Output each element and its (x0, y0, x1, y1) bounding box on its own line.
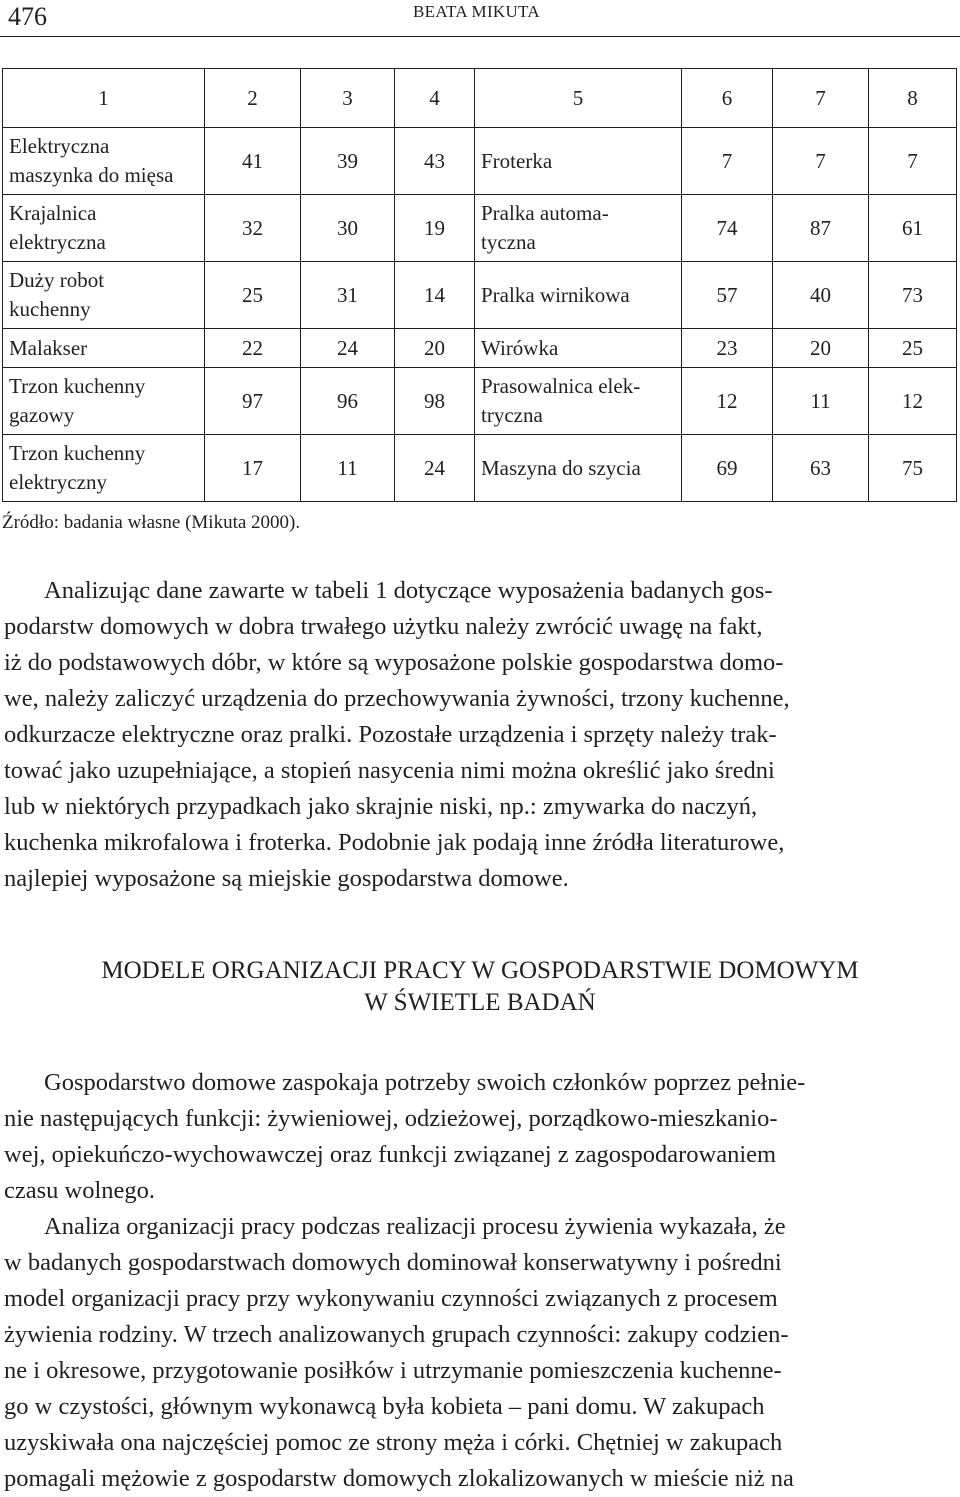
text-line: w badanych gospodarstwach domowych dominował konserwatywny i pośredni (4, 1249, 782, 1276)
value-cell: 31 (301, 262, 395, 329)
table-row (3, 128, 957, 195)
value-cell: 43 (395, 128, 475, 195)
value-cell: 23 (682, 329, 773, 368)
appliance-cell (3, 128, 205, 195)
text-line: uzyskiwała ona najczęściej pomoc ze strony męża i córki. Chętniej w zakupach (4, 1429, 783, 1456)
value-cell: 20 (773, 329, 869, 368)
heading-line: W ŚWIETLE BADAŃ (364, 989, 596, 1016)
text-line: odkurzacze elektryczne oraz pralki. Pozostałe urządzenia i sprzęty należy trak- (4, 721, 777, 748)
value-cell: 32 (205, 195, 301, 262)
cell-line: tryczna (481, 403, 543, 427)
table-row (3, 368, 957, 435)
value-cell: 61 (869, 195, 957, 262)
text-line: model organizacji pracy przy wykonywaniu czynności związanych z procesem (4, 1285, 778, 1312)
value-cell: 17 (205, 435, 301, 502)
value-cell: 74 (682, 195, 773, 262)
cell-line: elektryczny (9, 470, 107, 494)
value-cell: 11 (301, 435, 395, 502)
page-number: 476 (8, 2, 47, 31)
appliance-cell (3, 435, 205, 502)
value-cell: 12 (869, 368, 957, 435)
cell-line: Maszyna do szycia (481, 455, 641, 480)
appliance-cell (475, 368, 682, 435)
text-line: Gospodarstwo domowe zaspokaja potrzeby swoich członków poprzez pełnie- (44, 1069, 806, 1096)
cell-line: elektryczna (9, 230, 106, 254)
value-cell: 96 (301, 368, 395, 435)
appliance-cell (475, 435, 682, 502)
value-cell: 75 (869, 435, 957, 502)
appliance-cell (475, 195, 682, 262)
value-cell: 11 (773, 368, 869, 435)
page-header (0, 0, 960, 37)
value-cell: 39 (301, 128, 395, 195)
cell-line: Pralka automa- (481, 201, 609, 225)
text-line: Analiza organizacji pracy podczas realizacji procesu żywienia wykazała, że (44, 1213, 786, 1240)
text-line: pomagali mężowie z gospodarstw domowych zlokalizowanych w mieście niż na (4, 1465, 794, 1492)
text-line: we, należy zaliczyć urządzenia do przechowywania żywności, trzony kuchenne, (4, 685, 790, 712)
appliance-cell (475, 329, 682, 368)
appliance-cell (3, 262, 205, 329)
text-line: tować jako uzupełniające, a stopień nasycenia nimi można określić jako średni (4, 757, 775, 784)
paragraph-3 (4, 1209, 954, 1497)
value-cell: 57 (682, 262, 773, 329)
value-cell: 20 (395, 329, 475, 368)
cell-line: maszynka do mięsa (9, 163, 174, 187)
cell-line: tyczna (481, 230, 536, 254)
column-number: 7 (773, 69, 869, 128)
cell-line: Trzon kuchenny (9, 441, 146, 465)
cell-line: Froterka (481, 148, 553, 173)
source-note: Źródło: badania własne (Mikuta 2000). (2, 512, 301, 533)
paragraph-1 (4, 573, 954, 897)
column-number: 4 (395, 69, 475, 128)
cell-line: Prasowalnica elek- (481, 374, 641, 398)
appliance-cell (475, 128, 682, 195)
text-line: Analizując dane zawarte w tabeli 1 dotyczące wyposażenia badanych gos- (44, 577, 773, 604)
heading-line: MODELE ORGANIZACJI PRACY W GOSPODARSTWIE DOMOWYM (101, 957, 859, 984)
column-number: 5 (475, 69, 682, 128)
column-number: 8 (869, 69, 957, 128)
value-cell: 7 (869, 128, 957, 195)
paragraph-2 (4, 1065, 954, 1209)
cell-line: Elektryczna (9, 134, 110, 158)
appliance-cell (3, 195, 205, 262)
value-cell: 7 (682, 128, 773, 195)
value-cell: 63 (773, 435, 869, 502)
value-cell: 87 (773, 195, 869, 262)
value-cell: 24 (395, 435, 475, 502)
cell-line: kuchenny (9, 297, 91, 321)
value-cell: 14 (395, 262, 475, 329)
text-line: nie następujących funkcji: żywieniowej, odzieżowej, porządkowo-mieszkanio- (4, 1105, 778, 1132)
column-number: 1 (3, 69, 205, 128)
cell-line: gazowy (9, 403, 75, 427)
table-header-row (3, 69, 957, 128)
table-row (3, 435, 957, 502)
cell-line: Duży robot (9, 268, 105, 292)
value-cell: 12 (682, 368, 773, 435)
text-line: ne i okresowe, przygotowanie posiłków i utrzymanie pomieszczenia kuchenne- (4, 1357, 782, 1384)
text-line: żywienia rodziny. W trzech analizowanych grupach czynności: zakupy codzien- (4, 1321, 789, 1348)
value-cell: 98 (395, 368, 475, 435)
text-line: podarstw domowych w dobra trwałego użytku należy zwrócić uwagę na fakt, (4, 613, 763, 640)
value-cell: 41 (205, 128, 301, 195)
text-line: czasu wolnego. (4, 1177, 156, 1204)
data-table (2, 68, 957, 502)
appliance-cell (3, 368, 205, 435)
cell-line: Trzon kuchenny (9, 374, 146, 398)
value-cell: 7 (773, 128, 869, 195)
value-cell: 40 (773, 262, 869, 329)
value-cell: 25 (205, 262, 301, 329)
appliance-cell (475, 262, 682, 329)
table-row (3, 329, 957, 368)
text-line: wej, opiekuńczo-wychowawczej oraz funkcji związanej z zagospodarowaniem (4, 1141, 777, 1168)
cell-line: Krajalnica (9, 201, 97, 225)
table-row (3, 262, 957, 329)
section-heading (0, 955, 960, 1019)
running-head: BEATA MIKUTA (413, 2, 540, 21)
text-line: go w czystości, głównym wykonawcą była kobieta – pani domu. W zakupach (4, 1393, 765, 1420)
table-row (3, 195, 957, 262)
cell-line: Malakser (9, 335, 88, 360)
text-line: najlepiej wyposażone są miejskie gospodarstwa domowe. (4, 865, 569, 892)
value-cell: 73 (869, 262, 957, 329)
value-cell: 30 (301, 195, 395, 262)
cell-line: Wirówka (481, 335, 559, 360)
text-line: iż do podstawowych dóbr, w które są wyposażone polskie gospodarstwa domo- (4, 649, 784, 676)
cell-line: Pralka wirnikowa (481, 282, 630, 307)
value-cell: 97 (205, 368, 301, 435)
value-cell: 19 (395, 195, 475, 262)
value-cell: 24 (301, 329, 395, 368)
value-cell: 25 (869, 329, 957, 368)
value-cell: 69 (682, 435, 773, 502)
column-number: 6 (682, 69, 773, 128)
column-number: 3 (301, 69, 395, 128)
column-number: 2 (205, 69, 301, 128)
text-line: kuchenka mikrofalowa i froterka. Podobnie jak podają inne źródła literaturowe, (4, 829, 785, 856)
text-line: lub w niektórych przypadkach jako skrajnie niski, np.: zmywarka do naczyń, (4, 793, 758, 820)
value-cell: 22 (205, 329, 301, 368)
appliance-cell (3, 329, 205, 368)
